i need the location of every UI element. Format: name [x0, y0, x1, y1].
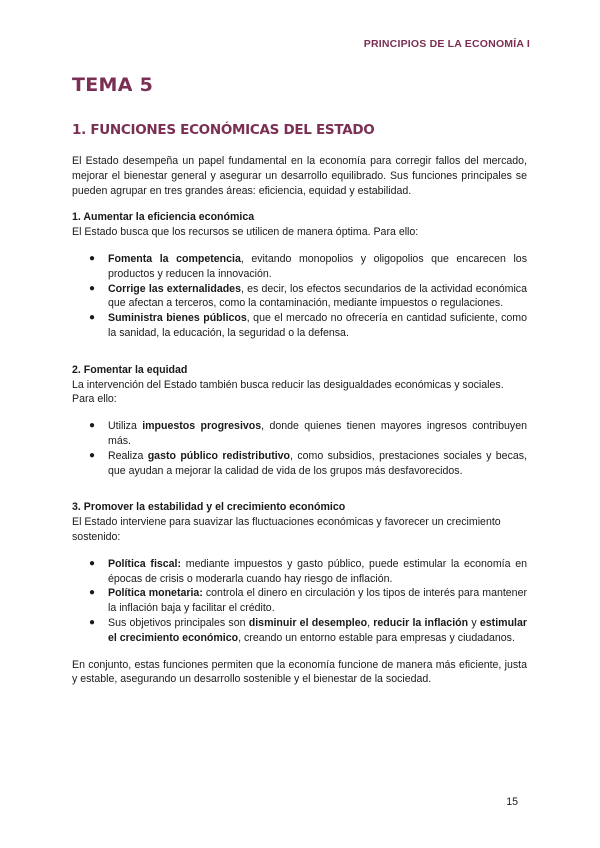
subsection-eficiencia-text: El Estado busca que los recursos se utilicen de manera óptima. Para ello:: [72, 226, 419, 239]
item-bold-text: Fomenta la competencia: [108, 252, 241, 265]
item-bold-text: Política monetaria:: [108, 587, 203, 600]
bullet-icon: ●: [89, 616, 96, 628]
intro-paragraph: El Estado desempeña un papel fundamental en la economía para corregir fallos del mercado, mejorar el bienestar general y asegurar un desarrollo equilibrado. Sus funciones principales se pueden agrupar en tres grandes áreas: eficiencia, equidad y estabilidad.: [72, 155, 527, 197]
item-bold-text: reducir la inflación: [373, 616, 469, 629]
list-item: [72, 252, 527, 282]
item-bold-text: impuestos progresivos: [142, 420, 262, 433]
eficiencia-list: [72, 252, 527, 341]
bullet-icon: ●: [89, 557, 96, 569]
item-bold-text: gasto público redistributivo: [147, 449, 291, 462]
bullet-icon: ●: [89, 282, 96, 294]
item-text: , que el mercado no ofrecería en cantidad suficiente, como la sanidad, la educación, la seguridad o la defensa.: [108, 312, 527, 339]
subsection-estabilidad-text: El Estado interviene para suavizar las fluctuaciones económicas y favorecer un crecimiento sostenido:: [72, 516, 501, 543]
subsection-estabilidad-title: 3. Promover la estabilidad y el crecimiento económico: [72, 501, 346, 514]
list-item: [72, 616, 527, 646]
bullet-icon: ●: [89, 587, 96, 599]
item-text: Realiza: [108, 449, 148, 462]
list-item: [72, 282, 527, 312]
item-text: controla el dinero en circulación y los tipos de interés para mantener la inflación baja y facilitar el crédito.: [108, 587, 527, 615]
item-bold-text: disminuir el desempleo: [248, 616, 368, 629]
item-bold-text: estimular el crecimiento económico: [108, 616, 527, 644]
item-text: , donde quienes tienen mayores ingresos contribuyen más.: [108, 420, 528, 447]
item-text: Sus objetivos principales son: [108, 616, 249, 629]
page-number: 15: [506, 796, 518, 808]
chapter-title: TEMA 5: [72, 74, 154, 96]
item-text: , creando un entorno estable para empresas y ciudadanos.: [238, 631, 515, 644]
bullet-icon: ●: [89, 420, 96, 432]
list-item: [72, 419, 527, 449]
item-text: Utiliza: [108, 420, 143, 433]
estabilidad-list: [72, 557, 527, 646]
item-bold-text: Política fiscal:: [108, 557, 182, 570]
item-text: mediante impuestos y gasto público, puede estimular la economía en épocas de crisis o moderarla cuando hay riesgo de inflación.: [108, 557, 527, 585]
item-bold-text: Suministra bienes públicos: [108, 312, 247, 325]
subsection-eficiencia-title: 1. Aumentar la eficiencia económica: [72, 211, 255, 224]
list-item: [72, 586, 527, 616]
item-text: , es decir, los efectos secundarios de la actividad económica que afectan a terceros, como la contaminación, mediante impuestos o regulaciones.: [108, 282, 527, 310]
list-item: [72, 449, 527, 479]
equidad-list: [72, 419, 527, 478]
item-text: y: [468, 616, 480, 629]
list-item: [72, 557, 527, 587]
running-header: PRINCIPIOS DE LA ECONOMÍA I: [363, 38, 530, 50]
conclusion-paragraph: En conjunto, estas funciones permiten que la economía funcione de manera más eficiente, justa y estable, asegurando un desarrollo sostenible y el bienestar de la sociedad.: [72, 658, 527, 686]
bullet-icon: ●: [89, 312, 96, 324]
item-bold-text: Corrige las externalidades: [108, 282, 241, 295]
subsection-equidad-text: La intervención del Estado también busca reducir las desigualdades económicas y sociales. Para ello:: [72, 378, 504, 406]
item-text: ,: [367, 616, 374, 629]
item-text: , evitando monopolios y oligopolios que encarecen los productos y reducen la innovación.: [108, 252, 527, 280]
section-title: 1. FUNCIONES ECONÓMICAS DEL ESTADO: [72, 122, 375, 138]
page-content: [72, 74, 527, 687]
list-item: [72, 311, 527, 341]
bullet-icon: ●: [89, 449, 96, 461]
bullet-icon: ●: [89, 252, 96, 264]
item-text: , como subsidios, prestaciones sociales y becas, que ayudan a mejorar la calidad de vida de los grupos más desfavorecidos.: [108, 449, 527, 477]
subsection-equidad-title: 2. Fomentar la equidad: [72, 363, 188, 376]
